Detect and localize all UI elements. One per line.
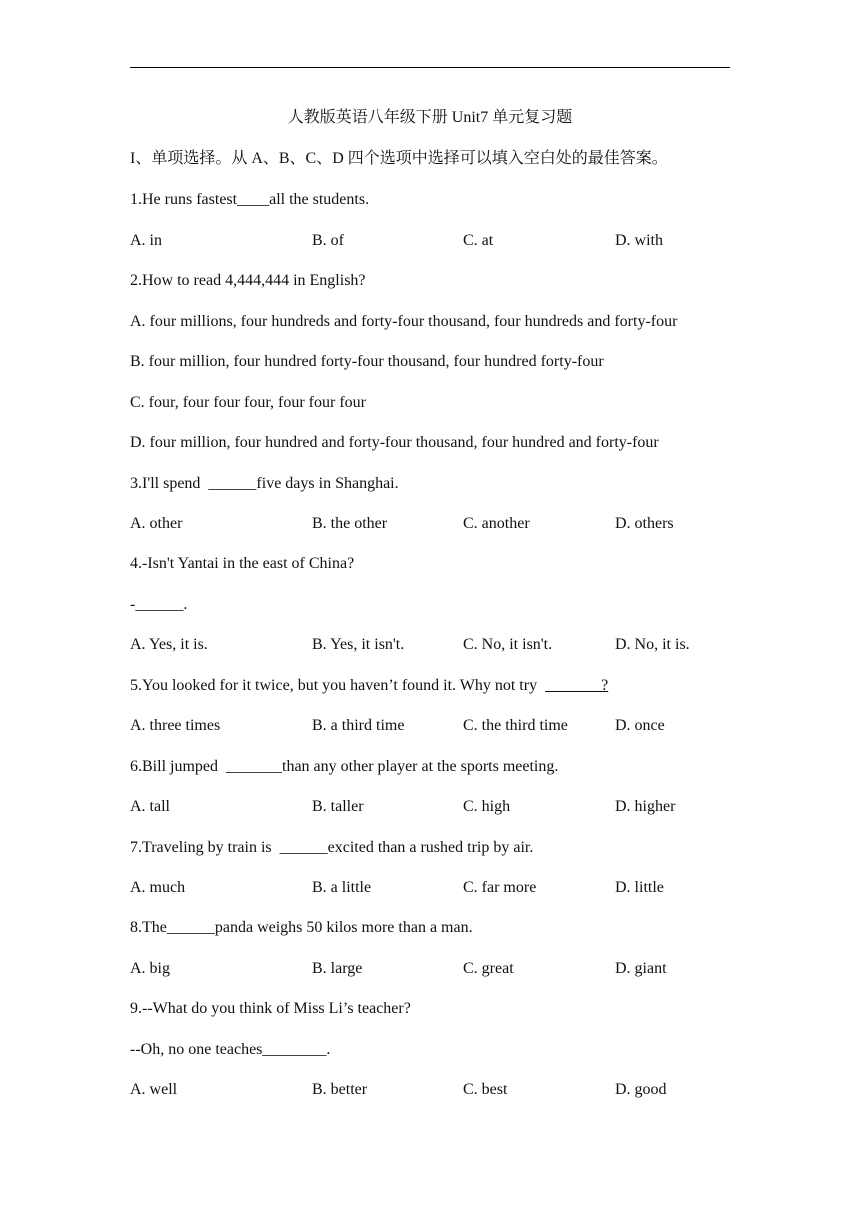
question-9-option-c: C. best	[463, 1081, 508, 1098]
question-7-option-d: D. little	[615, 879, 664, 896]
question-8-option-c: C. great	[463, 960, 514, 977]
question-5-option-d: D. once	[615, 717, 665, 734]
question-9-response: --Oh, no one teaches________.	[130, 1041, 331, 1058]
question-5-option-c: C. the third time	[463, 717, 568, 734]
question-7-option-c: C. far more	[463, 879, 537, 896]
question-8-option-d: D. giant	[615, 960, 667, 977]
question-7-stem: 7.Traveling by train is ______excited than a rushed trip by air.	[130, 839, 534, 856]
section-instruction: I、单项选择。从 A、B、C、D 四个选项中选择可以填入空白处的最佳答案。	[130, 150, 668, 167]
question-1-stem: 1.He runs fastest____all the students.	[130, 191, 370, 208]
question-2-option-d: D. four million, four hundred and forty-four thousand, four hundred and forty-four	[130, 434, 659, 451]
question-4-option-d: D. No, it is.	[615, 636, 690, 653]
question-6-stem: 6.Bill jumped _______than any other player at the sports meeting.	[130, 758, 559, 775]
question-5-stem-text: 5.You looked for it twice, but you haven’t found it. Why not try	[130, 677, 546, 694]
question-1-option-c: C. at	[463, 232, 494, 249]
question-6-option-b: B. taller	[312, 798, 364, 815]
question-7-option-a: A. much	[130, 879, 186, 896]
question-5-stem	[130, 676, 608, 696]
question-1-option-b: B. of	[312, 232, 344, 249]
question-5-blank: _______?	[545, 677, 609, 694]
question-9-stem: 9.--What do you think of Miss Li’s teacher?	[130, 1000, 411, 1017]
question-6-option-a: A. tall	[130, 798, 170, 815]
question-9-option-a: A. well	[130, 1081, 178, 1098]
question-9-option-b: B. better	[312, 1081, 368, 1098]
question-1-option-d: D. with	[615, 232, 663, 249]
question-2-option-a: A. four millions, four hundreds and forty-four thousand, four hundreds and forty-four	[130, 313, 678, 330]
question-2-option-c: C. four, four four four, four four four	[130, 394, 366, 411]
question-2-option-b: B. four million, four hundred forty-four thousand, four hundred forty-four	[130, 353, 604, 370]
question-4-option-b: B. Yes, it isn't.	[312, 636, 405, 653]
question-3-option-c: C. another	[463, 515, 530, 532]
question-4-stem: 4.-Isn't Yantai in the east of China?	[130, 555, 355, 572]
page-title: 人教版英语八年级下册 Unit7 单元复习题	[287, 109, 573, 126]
question-3-option-b: B. the other	[312, 515, 388, 532]
question-4-option-a: A. Yes, it is.	[130, 636, 208, 653]
question-3-option-a: A. other	[130, 515, 183, 532]
question-8-stem: 8.The______panda weighs 50 kilos more than a man.	[130, 919, 473, 936]
question-6-option-d: D. higher	[615, 798, 676, 815]
question-3-stem: 3.I'll spend ______five days in Shanghai.	[130, 475, 399, 492]
question-4-option-c: C. No, it isn't.	[463, 636, 553, 653]
question-8-option-a: A. big	[130, 960, 170, 977]
question-5-option-b: B. a third time	[312, 717, 405, 734]
question-4-response: -______.	[130, 596, 188, 613]
header-rule	[130, 67, 730, 68]
question-6-option-c: C. high	[463, 798, 511, 815]
question-2-stem: 2.How to read 4,444,444 in English?	[130, 272, 366, 289]
question-3-option-d: D. others	[615, 515, 674, 532]
question-8-option-b: B. large	[312, 960, 363, 977]
question-1-option-a: A. in	[130, 232, 162, 249]
question-7-option-b: B. a little	[312, 879, 372, 896]
question-9-option-d: D. good	[615, 1081, 667, 1098]
question-5-option-a: A. three times	[130, 717, 221, 734]
